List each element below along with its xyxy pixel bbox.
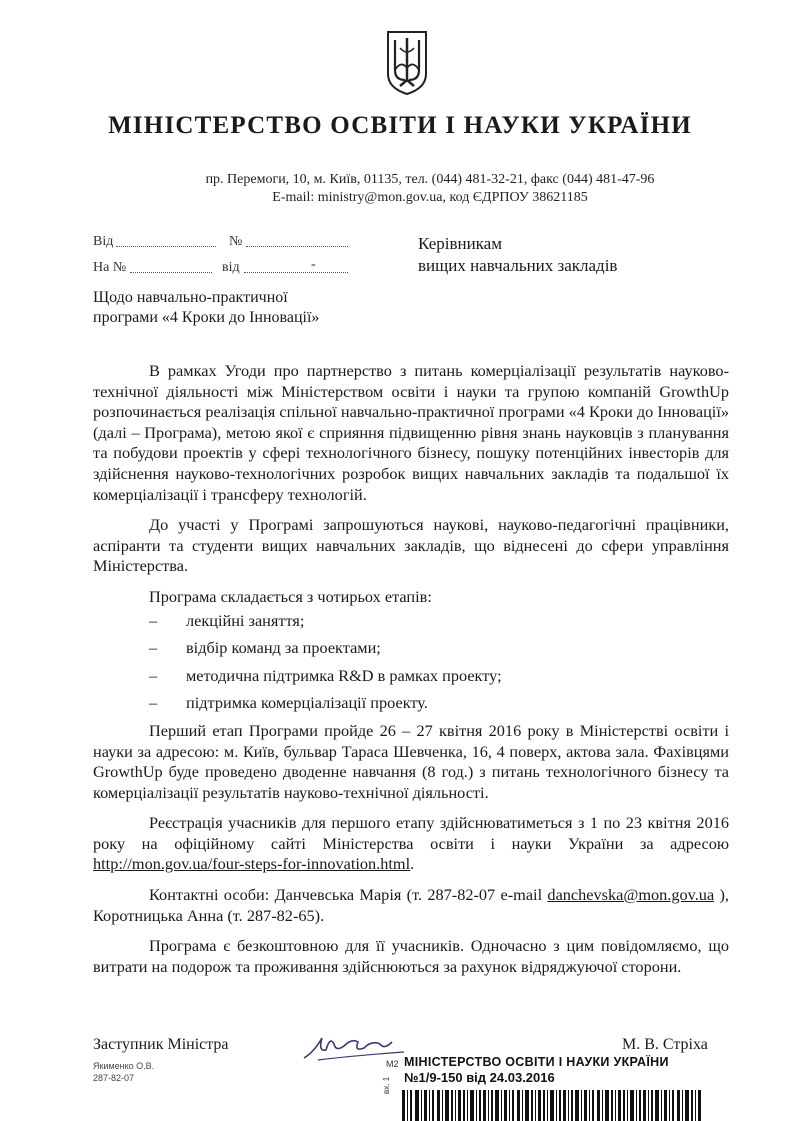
reg-number-label: № — [229, 234, 243, 249]
reg-date-dash: - — [311, 257, 316, 272]
subject — [93, 288, 319, 328]
reg-date-label: від — [222, 260, 240, 275]
addressee-line2: вищих навчальних закладів — [418, 256, 618, 275]
executor-phone: 287-82-07 — [93, 1073, 135, 1083]
list-item: – лекційні заняття; — [149, 610, 305, 630]
barcode-icon — [402, 1090, 702, 1121]
contact-email-link[interactable]: danchevska@mon.gov.ua — [547, 885, 715, 905]
letter-body — [93, 361, 729, 987]
reg-number-line — [246, 234, 348, 247]
paragraph-first-stage: Перший етап Програми пройде 26 – 27 квітня 2016 року в Міністерстві освіти і науки за адресою: м. Київ, бульвар Тараса Шевченка, 16, 4 поверх, актова зала. Фахівцями GrowthUp буде проведено дводенне навчання (8 год.) з питань технологічного бізнесу та комерціалізації результатів науково-технічної діяльності. — [93, 720, 729, 802]
paragraph-free: Програма є безкоштовною для її учасників. Одночасно з цим повідомляємо, що витрати на подорож та проживання здійснюються за рахунок відряджуючої сторони. — [93, 936, 729, 976]
stamp-side-label: вх. 1 — [382, 1076, 391, 1094]
trident-emblem-icon — [384, 30, 430, 96]
paragraph-registration: Реєстрація учасників для першого етапу здійснюватиметься з 1 по 23 квітня 2016 року на офіційному сайті Міністерства освіти і науки України за адресою http://mon.gov.ua/four-steps-for-innovation.html. — [93, 813, 729, 874]
signer-position: Заступник Міністра — [93, 1036, 229, 1053]
ministry-address: пр. Перемоги, 10, м. Київ, 01135, тел. (044) 481-32-21, факс (044) 481-47-96 — [205, 172, 655, 187]
list-item: – підтримка комерціалізації проекту. — [149, 693, 428, 713]
stamp-number: №1/9-150 від 24.03.2016 — [404, 1070, 555, 1085]
paragraph-participants: До участі у Програмі запрошуються наукові, науково-педагогічні працівники, аспіранти та студенти вищих навчальних закладів, що віднесені до сфери управління Міністерства. — [93, 515, 729, 576]
subject-line1: Щодо навчально-практичної — [93, 289, 288, 306]
paragraph-stages-intro: Програма складається з чотирьох етапів: — [149, 586, 432, 606]
stamp-label: М2 — [386, 1059, 399, 1069]
paragraph-contacts: Контактні особи: Данчевська Марія (т. 287-82-07 e-mail danchevska@mon.gov.ua ), Коротницька Анна (т. 287-82-65). — [93, 885, 729, 925]
addressee-line1: Керівникам — [418, 234, 502, 253]
ministry-email-code: E-mail: ministry@mon.gov.ua, код ЄДРПОУ 38621185 — [272, 190, 588, 205]
subject-line2: програми «4 Кроки до Інновації» — [93, 309, 320, 326]
reg-date-line — [244, 260, 348, 273]
addressee — [418, 233, 617, 277]
reg-from-label: Від — [93, 234, 114, 249]
list-item: – відбір команд за проектами; — [149, 638, 381, 658]
reg-reply-line — [130, 260, 212, 273]
list-item: – методична підтримка R&D в рамках проекту; — [149, 665, 502, 685]
paragraph-partnership: В рамках Угоди про партнерство з питань комерціалізації результатів науково-технічної діяльності між Міністерством освіти і науки та групою компаній GrowthUp розпочинається реалізація спільної навчально-практичної програми «4 Кроки до Інновації» (далі – Програма), метою якої є сприяння підвищенню рівня знань науковців з планування та побудови проектів у сфері технологічного бізнесу, пошуку потенційних інвесторів для здійснення науково-технологічних розробок вищих навчальних закладів та подальшої їх комерціалізації і трансферу технологій. — [93, 361, 729, 504]
signer-name: М. В. Стріха — [622, 1036, 708, 1053]
ministry-title: МІНІСТЕРСТВО ОСВІТИ І НАУКИ УКРАЇНИ — [108, 112, 692, 139]
reg-from-line — [116, 234, 216, 247]
executor-name: Якименко О.В. — [93, 1061, 155, 1071]
stages-list — [93, 611, 729, 714]
reg-reply-label: На № — [93, 260, 127, 275]
stamp-title: МІНІСТЕРСТВО ОСВІТИ І НАУКИ УКРАЇНИ — [404, 1055, 669, 1069]
registration-link[interactable]: http://mon.gov.ua/four-steps-for-innovation.html — [93, 854, 411, 874]
